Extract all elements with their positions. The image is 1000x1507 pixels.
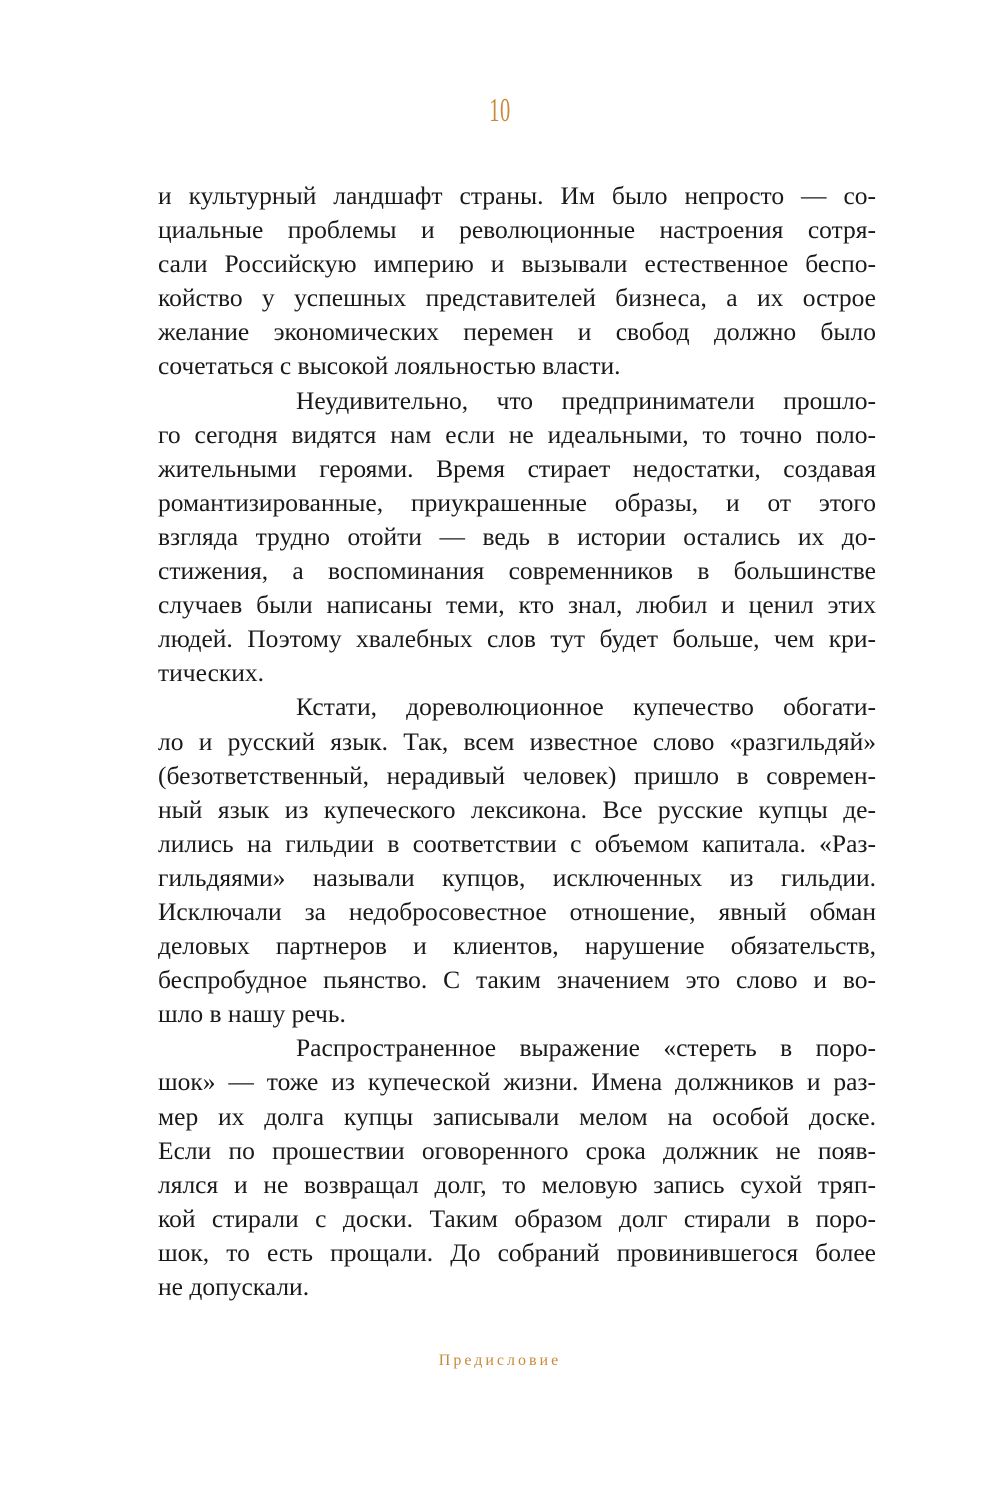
text-line: койство у успешных представителей бизнеса, а их острое [158,283,876,313]
paragraph-4 [158,1031,876,1304]
text-line: жительными героями. Время стирает недостатки, создавая [158,453,876,483]
text-line: стижения, а воспоминания современников в большинстве [158,556,876,586]
text-line: сали Российскую империю и вызывали естественное беспо- [158,249,876,279]
text-line: людей. Поэтому хвалебных слов тут будет больше, чем кри- [158,624,876,654]
text-line: циальные проблемы и революционные настроения сотря- [158,215,876,245]
text-line: лились на гильдии в соответствии с объемом капитала. «Раз- [158,828,876,858]
text-line: желание экономических перемен и свобод должно было [158,317,876,347]
body-text [158,179,876,1304]
page-number: 10 [489,92,511,129]
paragraph-3 [158,690,876,1031]
text-line: шок» — тоже из купеческой жизни. Имена должников и раз- [158,1067,876,1097]
text-line: Неудивительно, что предприниматели прошло- [296,385,876,415]
text-line: гильдяями» называли купцов, исключенных из гильдии. [158,862,876,892]
text-line: шок, то есть прощали. До собраний провинившегося более [158,1237,876,1267]
text-line: Распространенное выражение «стереть в поро- [296,1033,876,1063]
text-line: Кстати, дореволюционное купечество обогати- [296,692,876,722]
text-line: сочетаться с высокой лояльностью власти. [158,351,621,381]
text-line: не допускали. [158,1272,310,1301]
text-line: мер их долга купцы записывали мелом на особой доске. [158,1101,876,1131]
paragraph-2 [158,384,876,691]
text-line: романтизированные, приукрашенные образы, и от этого [158,487,876,517]
text-line: лялся и не возвращал долг, то меловую запись сухой тряп- [158,1169,876,1199]
text-line: кой стирали с доски. Таким образом долг стирали в поро- [158,1203,876,1233]
text-line: Если по прошествии оговоренного срока должник не появ- [158,1135,876,1165]
text-line: взгляда трудно отойти — ведь в истории остались их до- [158,521,876,551]
text-line: и культурный ландшафт страны. Им было непросто — со- [158,181,876,210]
text-line: Исключали за недобросовестное отношение, явный обман [158,896,876,926]
paragraph-1 [158,179,876,384]
text-line: ло и русский язык. Так, всем известное слово «разгильдяй» [158,726,876,756]
text-line: тических. [158,658,265,688]
text-line: ный язык из купеческого лексикона. Все русские купцы де- [158,794,876,824]
text-line: беспробудное пьянство. С таким значением это слово и во- [158,965,876,995]
running-footer: Предисловие [438,1352,562,1369]
text-line: шло в нашу речь. [158,999,346,1029]
text-line: случаев были написаны теми, кто знал, любил и ценил этих [158,590,876,620]
text-line: деловых партнеров и клиентов, нарушение обязательств, [158,931,876,961]
text-line: (безответственный, нерадивый человек) пришло в современ- [158,760,876,790]
text-line: го сегодня видятся нам если не идеальными, то точно поло- [158,419,876,449]
